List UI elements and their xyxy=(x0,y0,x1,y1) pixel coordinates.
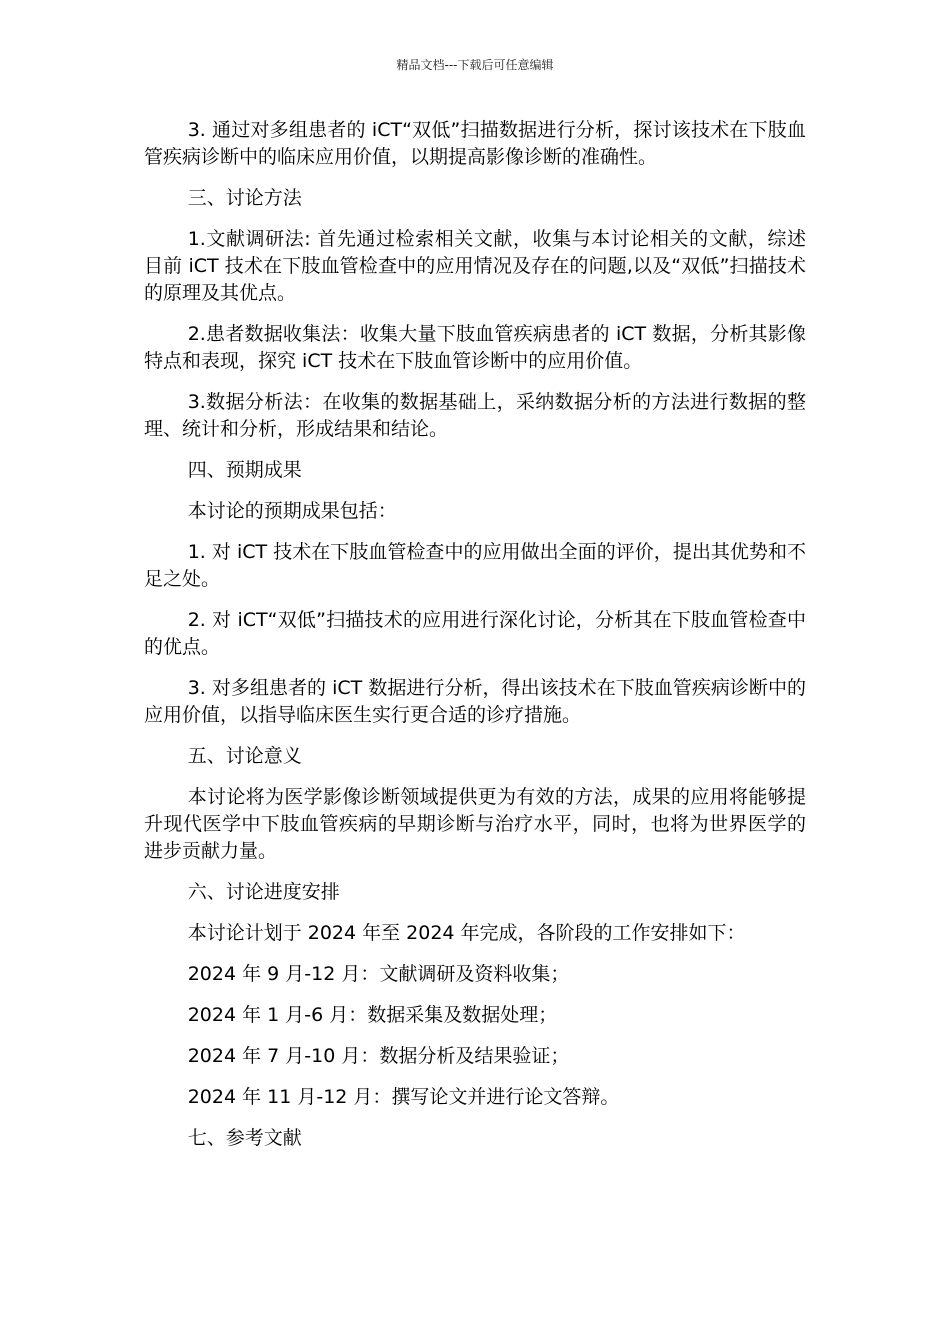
paragraph-expected-3: 3. 对多组患者的 iCT 数据进行分析，得出该技术在下肢血管疾病诊断中的应用价值，以指导临床医生实行更合适的诊疗措施。 xyxy=(144,677,806,726)
schedule-item-4: 2024 年 11 月-12 月：撰写论文并进行论文答辩。 xyxy=(187,1086,620,1108)
section-heading-expected-results: 四、预期成果 xyxy=(187,459,302,481)
paragraph-expected-intro: 本讨论的预期成果包括： xyxy=(187,500,397,522)
schedule-item-2: 2024 年 1 月-6 月：数据采集及数据处理； xyxy=(187,1004,558,1026)
paragraph-method-data-analysis: 3.数据分析法：在收集的数据基础上，采纳数据分析的方法进行数据的整理、统计和分析，形成结果和结论。 xyxy=(144,391,806,440)
paragraph-significance: 本讨论将为医学影像诊断领域提供更为有效的方法，成果的应用将能够提升现代医学中下肢血管疾病的早期诊断与治疗水平，同时，也将为世界医学的进步贡献力量。 xyxy=(144,786,806,862)
section-heading-references: 七、参考文献 xyxy=(187,1127,302,1149)
section-heading-schedule: 六、讨论进度安排 xyxy=(187,881,340,903)
paragraph-method-data-collection: 2.患者数据收集法：收集大量下肢血管疾病患者的 iCT 数据，分析其影像特点和表现，探究 iCT 技术在下肢血管诊断中的应用价值。 xyxy=(144,323,806,372)
paragraph-expected-2: 2. 对 iCT“双低”扫描技术的应用进行深化讨论，分析其在下肢血管检查中的优点。 xyxy=(144,609,806,658)
document-body xyxy=(144,117,806,1166)
section-heading-methods: 三、讨论方法 xyxy=(187,187,302,209)
page-header: 精品文档---下载后可任意编辑 xyxy=(396,58,554,72)
paragraph-method-literature: 1.文献调研法: 首先通过检索相关文献，收集与本讨论相关的文献，综述目前 iCT 技术在下肢血管检查中的应用情况及存在的问题,以及“双低”扫描技术的原理及其优点。 xyxy=(144,228,806,304)
schedule-item-3: 2024 年 7 月-10 月：数据分析及结果验证； xyxy=(187,1045,570,1067)
paragraph-expected-1: 1. 对 iCT 技术在下肢血管检查中的应用做出全面的评价，提出其优势和不足之处。 xyxy=(144,541,806,590)
schedule-item-1: 2024 年 9 月-12 月：文献调研及资料收集； xyxy=(187,963,570,985)
section-heading-significance: 五、讨论意义 xyxy=(187,745,302,767)
paragraph-objective-3: 3. 通过对多组患者的 iCT“双低”扫描数据进行分析，探讨该技术在下肢血管疾病诊断中的临床应用价值，以期提高影像诊断的准确性。 xyxy=(144,119,806,168)
paragraph-schedule-intro: 本讨论计划于 2024 年至 2024 年完成，各阶段的工作安排如下： xyxy=(187,922,746,944)
